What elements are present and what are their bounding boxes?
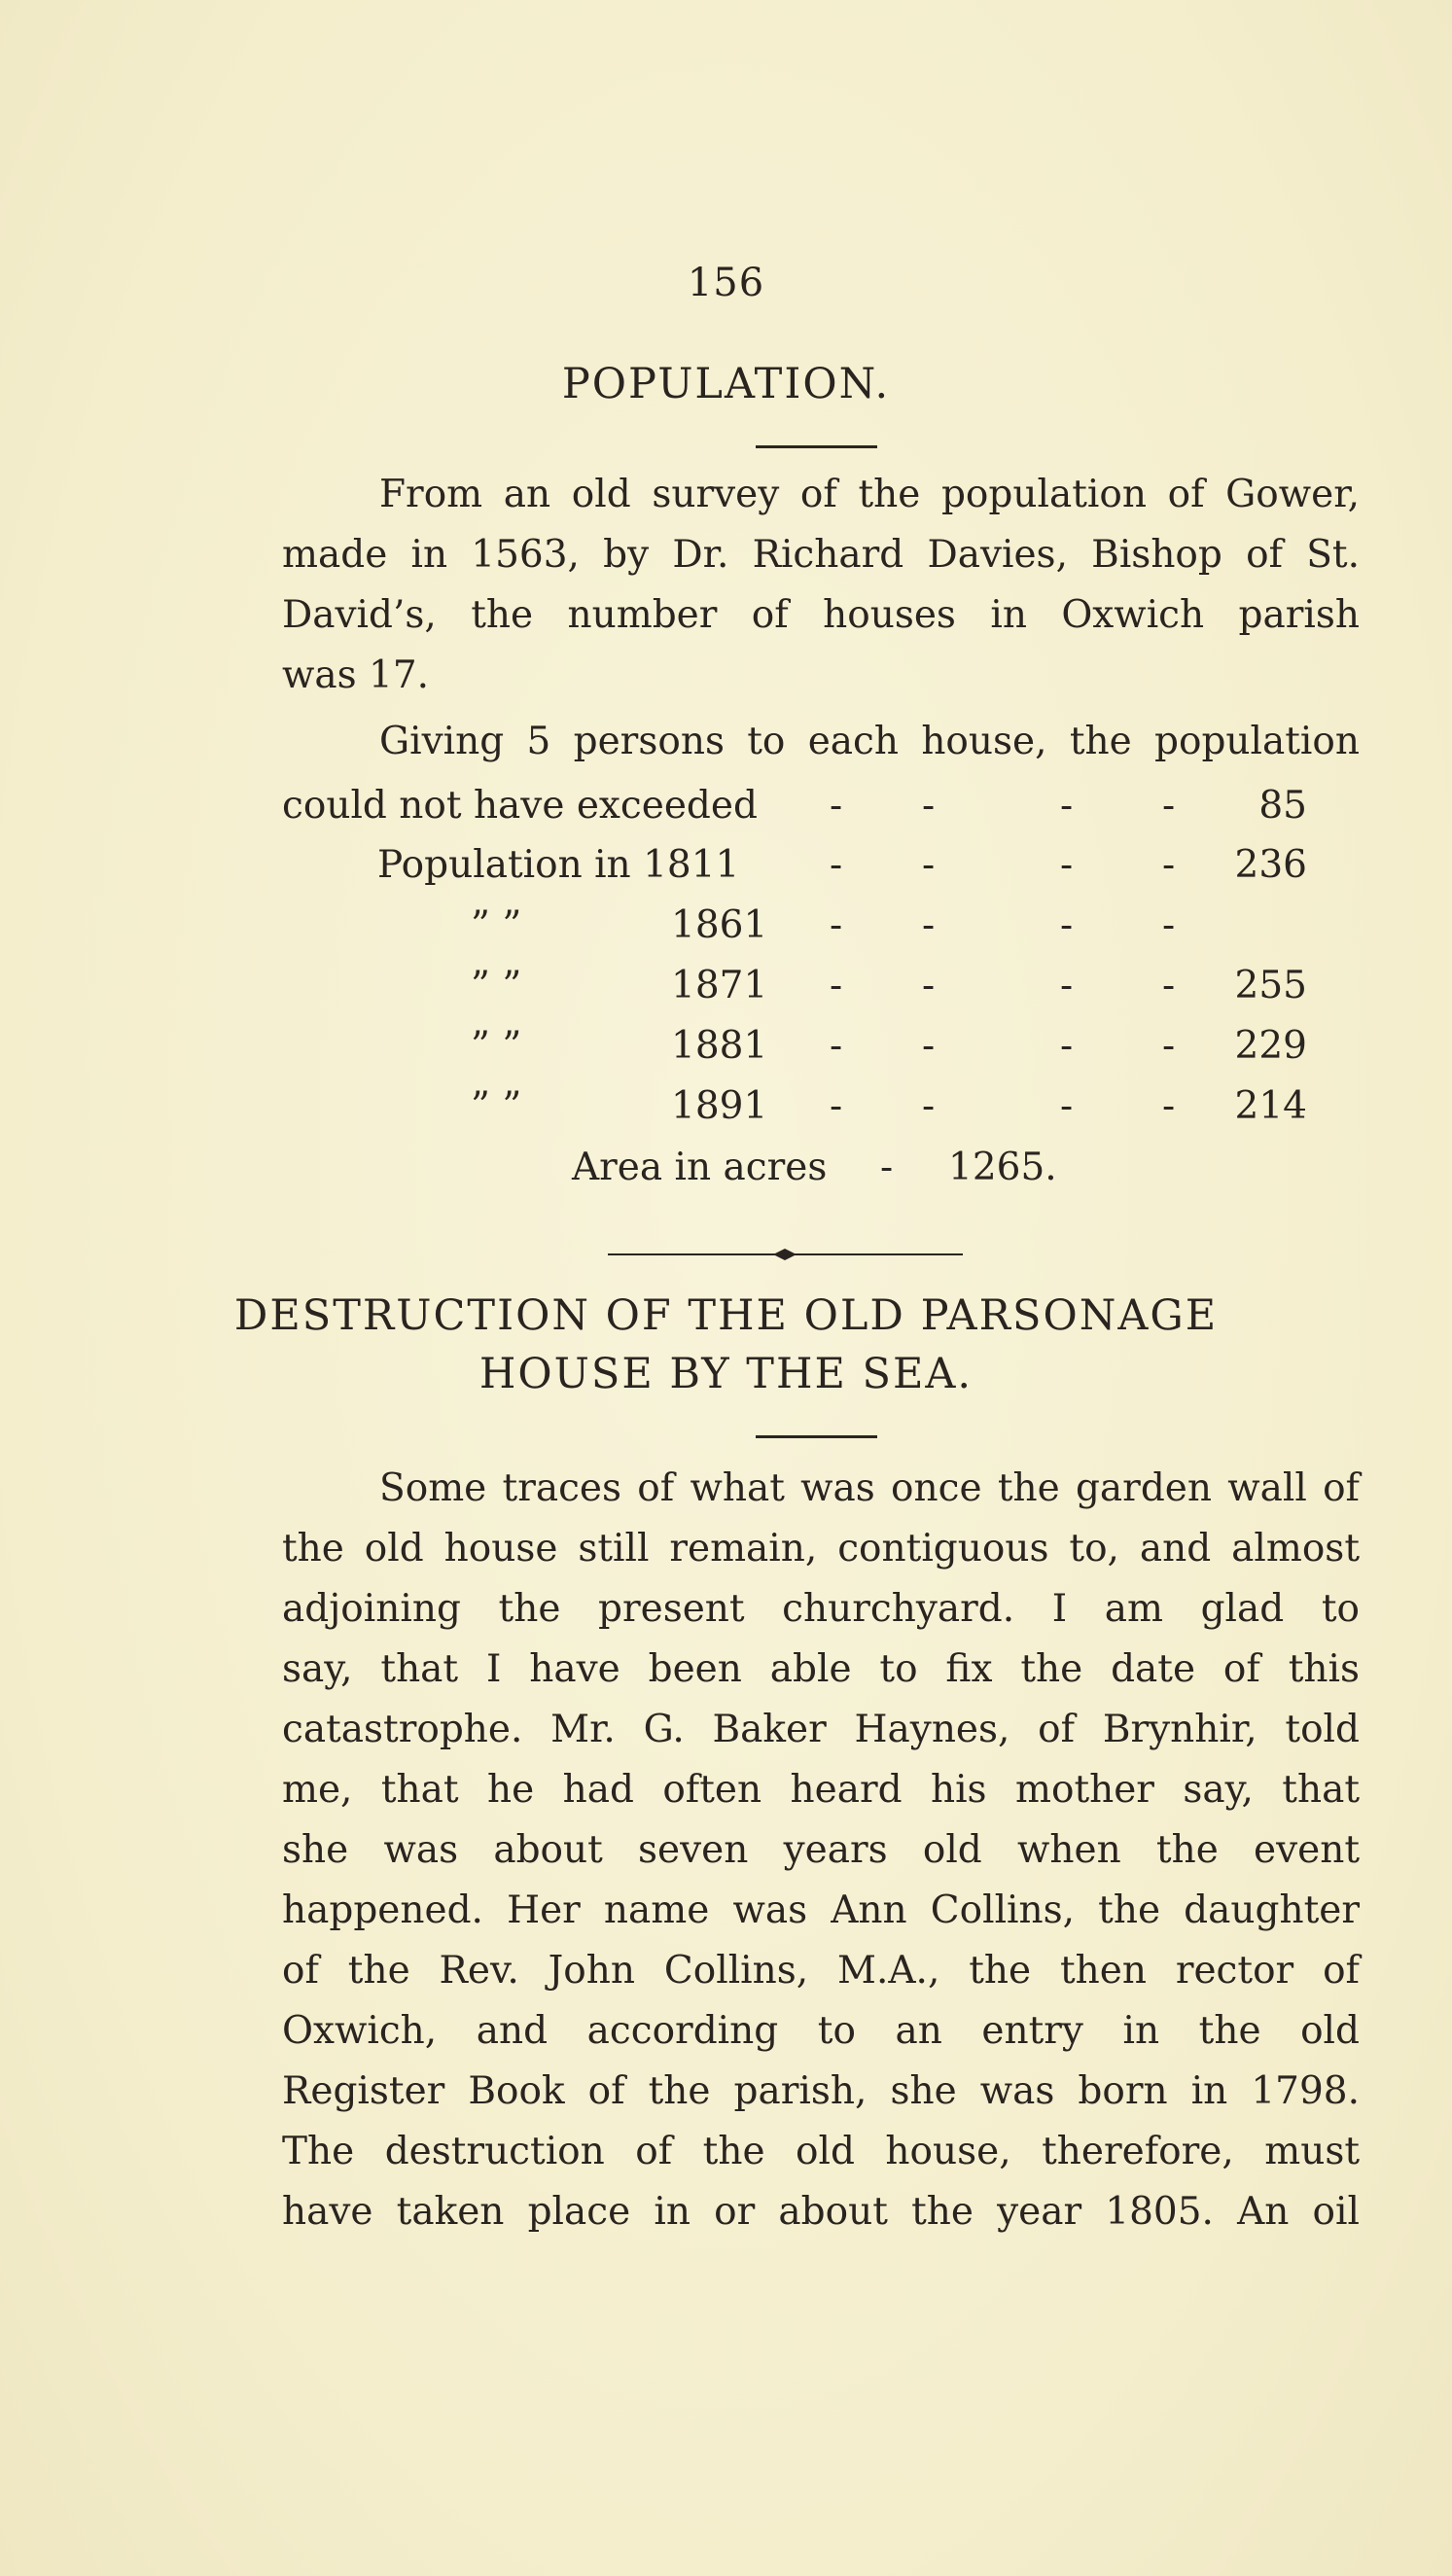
- parsonage-heading-line2: HOUSE BY THE SEA.: [478, 1350, 974, 1398]
- ornament-divider: [608, 1245, 963, 1264]
- census-row: [0, 1076, 1452, 1137]
- diamond-icon: [773, 1249, 797, 1260]
- population-heading: POPULATION.: [561, 360, 891, 408]
- paragraph-line: Some traces of what was once the garden wall of: [379, 1466, 1360, 1510]
- paragraph-line: say, that I have been able to fix the date of this: [282, 1647, 1360, 1691]
- giving-paragraph: [282, 712, 1360, 772]
- paragraph-line: she was about seven years old when the event: [282, 1828, 1360, 1872]
- census-row: [0, 1016, 1452, 1076]
- ditto-marks: ” ”: [471, 964, 522, 1007]
- area-label: Area in acres: [572, 1146, 828, 1189]
- dash: -: [922, 903, 936, 947]
- ditto-marks: ” ”: [471, 903, 522, 947]
- census-year: 1861: [671, 903, 768, 947]
- paragraph-line: have taken place in or about the year 1805. An oil: [282, 2190, 1360, 2234]
- census-value: 229: [1234, 1024, 1307, 1068]
- dash: -: [1162, 843, 1176, 887]
- census-value: 255: [1234, 964, 1307, 1007]
- ditto-marks: ” ”: [471, 1024, 522, 1068]
- census-value: 214: [1234, 1084, 1307, 1128]
- census-row: [0, 896, 1452, 956]
- survey-line: was 17.: [282, 653, 430, 697]
- giving-line: Giving 5 persons to each house, the population: [379, 720, 1360, 763]
- area-value: 1265.: [948, 1146, 1057, 1189]
- dash: -: [830, 903, 843, 947]
- dash: -: [922, 1084, 936, 1128]
- area-row: [0, 1138, 1452, 1198]
- dash: -: [880, 1146, 894, 1189]
- survey-line: made in 1563, by Dr. Richard Davies, Bishop of St.: [282, 533, 1360, 577]
- heading-rule: [756, 1435, 877, 1438]
- census-year: 1881: [671, 1024, 768, 1068]
- dash: -: [1060, 1084, 1074, 1128]
- dash: -: [1060, 784, 1074, 828]
- census-row: [0, 956, 1452, 1016]
- heading-rule: [756, 445, 877, 448]
- dash: -: [922, 784, 936, 828]
- dash: -: [830, 1024, 843, 1068]
- census-label: Population in 1811: [377, 843, 740, 887]
- ditto-marks: ” ”: [471, 1084, 522, 1128]
- census-year: 1891: [671, 1084, 768, 1128]
- dash: -: [922, 964, 936, 1007]
- dash: -: [1162, 964, 1176, 1007]
- parsonage-heading-line1: DESTRUCTION OF THE OLD PARSONAGE: [233, 1291, 1219, 1340]
- dash: -: [1060, 964, 1074, 1007]
- dash: -: [1162, 784, 1176, 828]
- dash: -: [830, 964, 843, 1007]
- paragraph-line: of the Rev. John Collins, M.A., the then rector of: [282, 1949, 1360, 1993]
- survey-line: From an old survey of the population of Gower,: [379, 473, 1360, 516]
- dash: -: [1162, 1084, 1176, 1128]
- dash: -: [830, 784, 843, 828]
- dash: -: [922, 1024, 936, 1068]
- paragraph-line: me, that he had often heard his mother say, that: [282, 1768, 1360, 1812]
- census-value: 236: [1234, 843, 1307, 887]
- paragraph-line: happened. Her name was Ann Collins, the daughter: [282, 1888, 1360, 1932]
- dash: -: [1162, 1024, 1176, 1068]
- dash: -: [1162, 903, 1176, 947]
- census-row: [0, 776, 1452, 836]
- census-label: could not have exceeded: [282, 784, 758, 828]
- paragraph-line: The destruction of the old house, therefore, must: [282, 2130, 1360, 2173]
- page-number: 156: [687, 261, 765, 305]
- dash: -: [922, 843, 936, 887]
- paragraph-line: catastrophe. Mr. G. Baker Haynes, of Brynhir, told: [282, 1708, 1360, 1751]
- paragraph-line: the old house still remain, contiguous to, and almost: [282, 1527, 1360, 1570]
- census-year: 1871: [671, 964, 768, 1007]
- dash: -: [830, 843, 843, 887]
- census-value: 85: [1258, 784, 1307, 828]
- parsonage-paragraph: [282, 1459, 1360, 2242]
- dash: -: [830, 1084, 843, 1128]
- paragraph-line: adjoining the present churchyard. I am glad to: [282, 1587, 1360, 1631]
- dash: -: [1060, 1024, 1074, 1068]
- paragraph-line: Register Book of the parish, she was born in 1798.: [282, 2069, 1360, 2113]
- dash: -: [1060, 843, 1074, 887]
- survey-paragraph: [282, 465, 1360, 706]
- paragraph-line: Oxwich, and according to an entry in the old: [282, 2009, 1360, 2053]
- dash: -: [1060, 903, 1074, 947]
- census-row: [0, 835, 1452, 896]
- survey-line: David’s, the number of houses in Oxwich parish: [282, 593, 1360, 637]
